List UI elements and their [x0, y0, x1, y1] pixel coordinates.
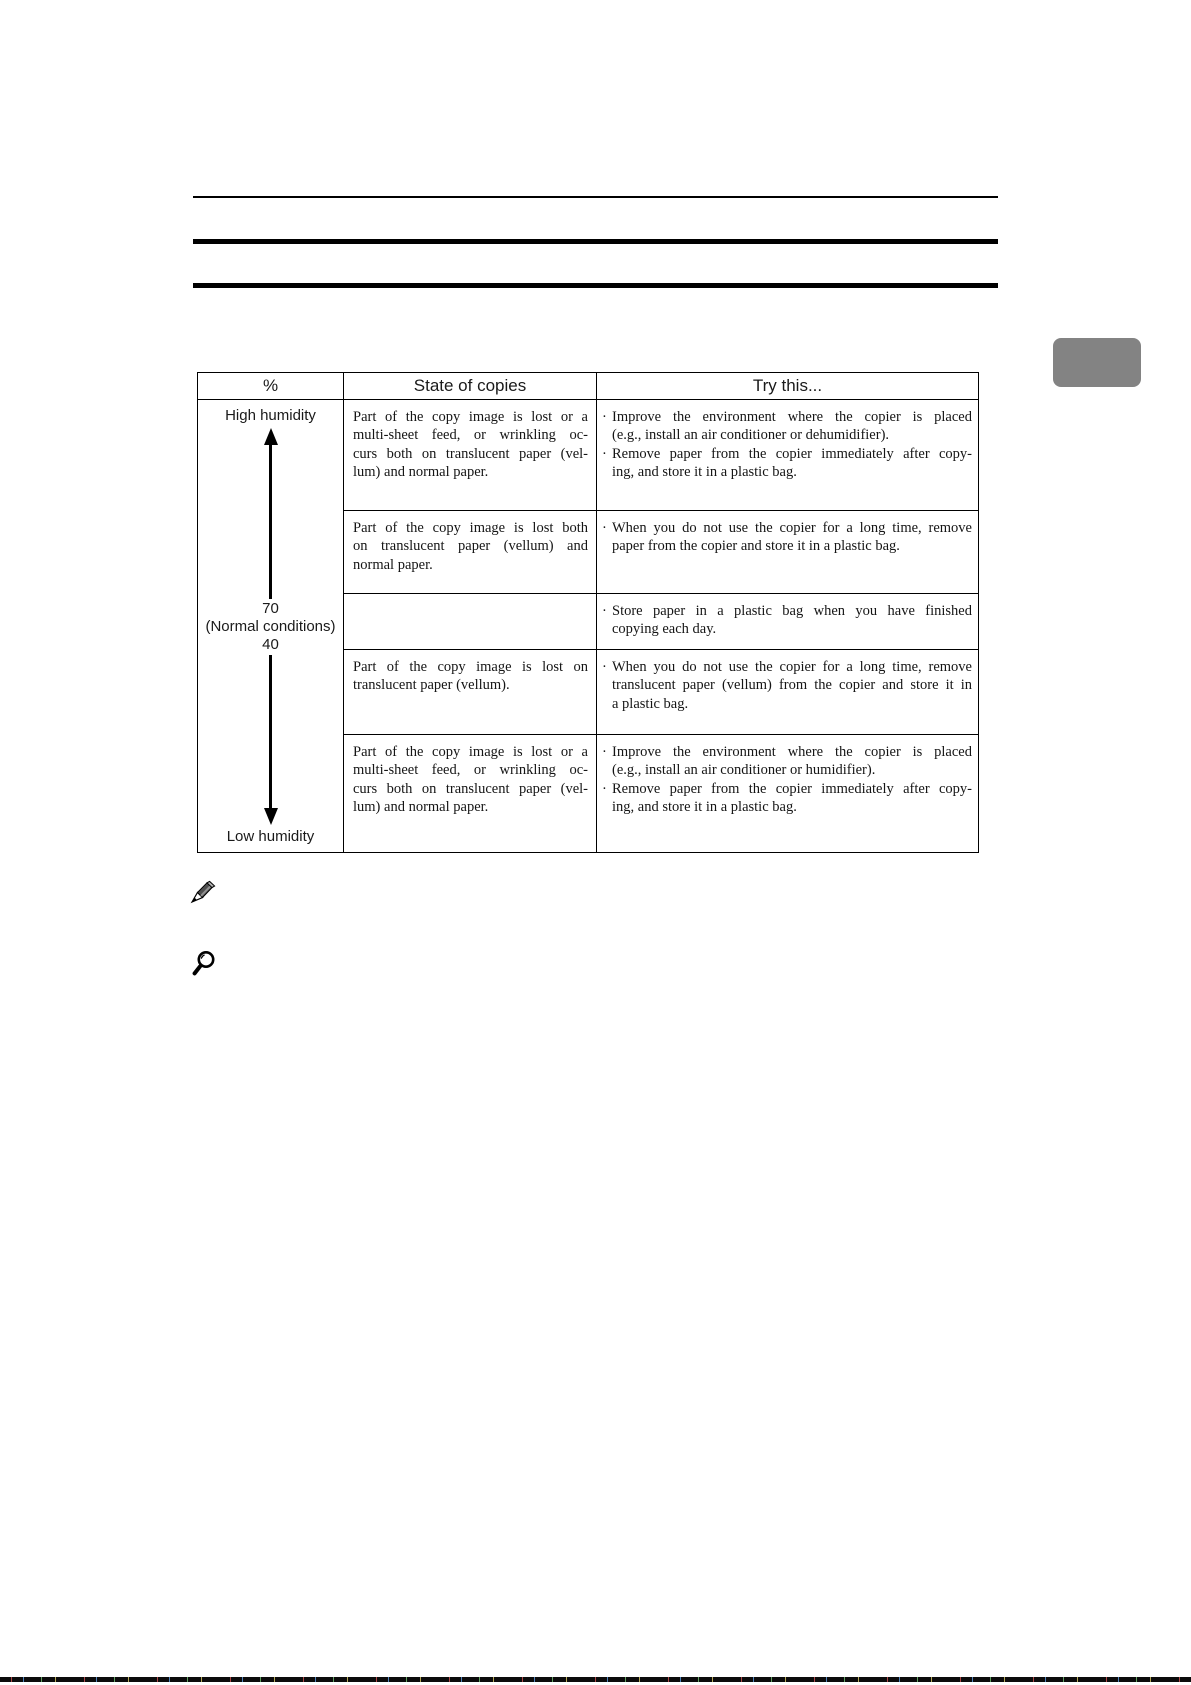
try-text-line: ing, and store it in a plastic bag. — [612, 464, 797, 481]
normal-conditions-label: (Normal conditions) — [205, 617, 336, 635]
table-row-2 — [344, 511, 978, 594]
state-text-line: normal paper. — [353, 556, 433, 573]
state-of-copies-cell — [344, 594, 597, 649]
section-rule-thick-1 — [193, 239, 998, 244]
humidity-70-label: 70 — [262, 599, 279, 617]
state-text-line: Part of the copy image is lost on — [353, 659, 588, 675]
state-of-copies-cell — [344, 400, 597, 510]
state-of-copies-cell — [344, 735, 597, 852]
column-header-state-of-copies: State of copies — [344, 373, 597, 399]
state-text-line: multi-sheet feed, or wrinkling oc- — [353, 427, 588, 444]
state-of-copies-cell — [344, 511, 597, 593]
bullet-icon: · — [602, 520, 607, 536]
state-text-line: Part of the copy image is lost or a — [353, 409, 588, 425]
low-humidity-label: Low humidity — [226, 828, 315, 845]
high-humidity-label: High humidity — [225, 407, 316, 424]
column-header-percent: % — [198, 373, 344, 399]
try-text-lines — [612, 602, 972, 639]
state-of-copies-cell — [344, 650, 597, 734]
try-text-line: Improve the environment where the copier is placed — [612, 744, 972, 760]
arrow-shaft — [269, 445, 272, 599]
arrow-down-icon — [264, 808, 278, 825]
bullet-icon: · — [602, 780, 607, 797]
section-rule-thick-2 — [193, 283, 998, 288]
table-rows — [344, 400, 978, 852]
state-text-line: multi-sheet feed, or wrinkling oc- — [353, 762, 588, 779]
humidity-arrow-upper — [198, 428, 343, 599]
state-text-line: translucent paper (vellum). — [353, 677, 510, 694]
normal-conditions-labels — [205, 599, 335, 655]
try-text-line: Remove paper from the copier immediately after copy- — [612, 445, 972, 462]
try-this-item — [602, 743, 972, 780]
try-text-line: copying each day. — [612, 621, 717, 638]
state-text-line: lum) and normal paper. — [353, 799, 489, 816]
humidity-axis — [198, 400, 344, 852]
state-text-line: Part of the copy image is lost both — [353, 520, 588, 536]
bullet-icon: · — [602, 659, 607, 675]
try-text-line: (e.g., install an air conditioner or humidifier). — [612, 762, 876, 779]
state-text-line: curs both on translucent paper (vel- — [353, 780, 588, 797]
state-text-line: lum) and normal paper. — [353, 464, 489, 481]
table-header-row — [198, 373, 978, 400]
try-this-cell — [597, 400, 978, 510]
reference-magnifier-icon — [192, 950, 217, 978]
humidity-40-label: 40 — [262, 635, 279, 653]
try-text-lines — [612, 519, 972, 556]
try-text-line: (e.g., install an air conditioner or dehumidifier). — [612, 427, 890, 444]
try-this-item — [602, 658, 972, 713]
table-row-4 — [344, 650, 978, 735]
try-this-cell — [597, 650, 978, 734]
try-this-cell — [597, 511, 978, 593]
table-row-5 — [344, 735, 978, 852]
try-text-line: Remove paper from the copier immediately after copy- — [612, 780, 972, 797]
table-body — [198, 400, 978, 852]
arrow-up-icon — [264, 428, 278, 445]
try-text-line: ing, and store it in a plastic bag. — [612, 799, 797, 816]
try-text-line: When you do not use the copier for a long time, remove — [612, 659, 972, 675]
bullet-icon: · — [602, 603, 607, 619]
bullet-icon: · — [602, 445, 607, 462]
chapter-tab-marker — [1053, 338, 1141, 387]
state-text-line: on translucent paper (vellum) and — [353, 538, 588, 555]
table-row-3 — [344, 594, 978, 650]
note-pencil-icon — [190, 879, 217, 904]
humidity-arrow-lower — [198, 655, 343, 826]
try-this-item — [602, 519, 972, 556]
humidity-troubleshooting-table — [197, 372, 979, 853]
state-text-line: Part of the copy image is lost or a — [353, 744, 588, 760]
arrow-shaft — [269, 655, 272, 809]
try-text-lines — [612, 780, 972, 817]
try-text-lines — [612, 445, 972, 482]
try-text-line: Improve the environment where the copier is placed — [612, 409, 972, 425]
bullet-icon: · — [602, 409, 607, 425]
section-rule-thin — [193, 196, 998, 198]
try-text-line: translucent paper (vellum) from the copier and store it in — [612, 677, 972, 694]
try-text-line: paper from the copier and store it in a plastic bag. — [612, 538, 900, 555]
scan-artifact-strip — [0, 1677, 1191, 1682]
column-header-try-this: Try this... — [752, 376, 823, 395]
bullet-icon: · — [602, 744, 607, 760]
try-text-lines — [612, 408, 972, 445]
try-this-item — [602, 602, 972, 639]
try-this-item — [602, 445, 972, 482]
try-this-item — [602, 408, 972, 445]
try-text-line: a plastic bag. — [612, 695, 689, 712]
try-text-line: Store paper in a plastic bag when you have finished — [612, 603, 972, 619]
table-row-1 — [344, 400, 978, 511]
try-this-item — [602, 780, 972, 817]
try-this-cell — [597, 594, 978, 649]
state-text-line: curs both on translucent paper (vel- — [353, 445, 588, 462]
try-text-lines — [612, 658, 972, 713]
try-this-cell — [597, 735, 978, 852]
try-text-lines — [612, 743, 972, 780]
try-text-line: When you do not use the copier for a long time, remove — [612, 520, 972, 536]
